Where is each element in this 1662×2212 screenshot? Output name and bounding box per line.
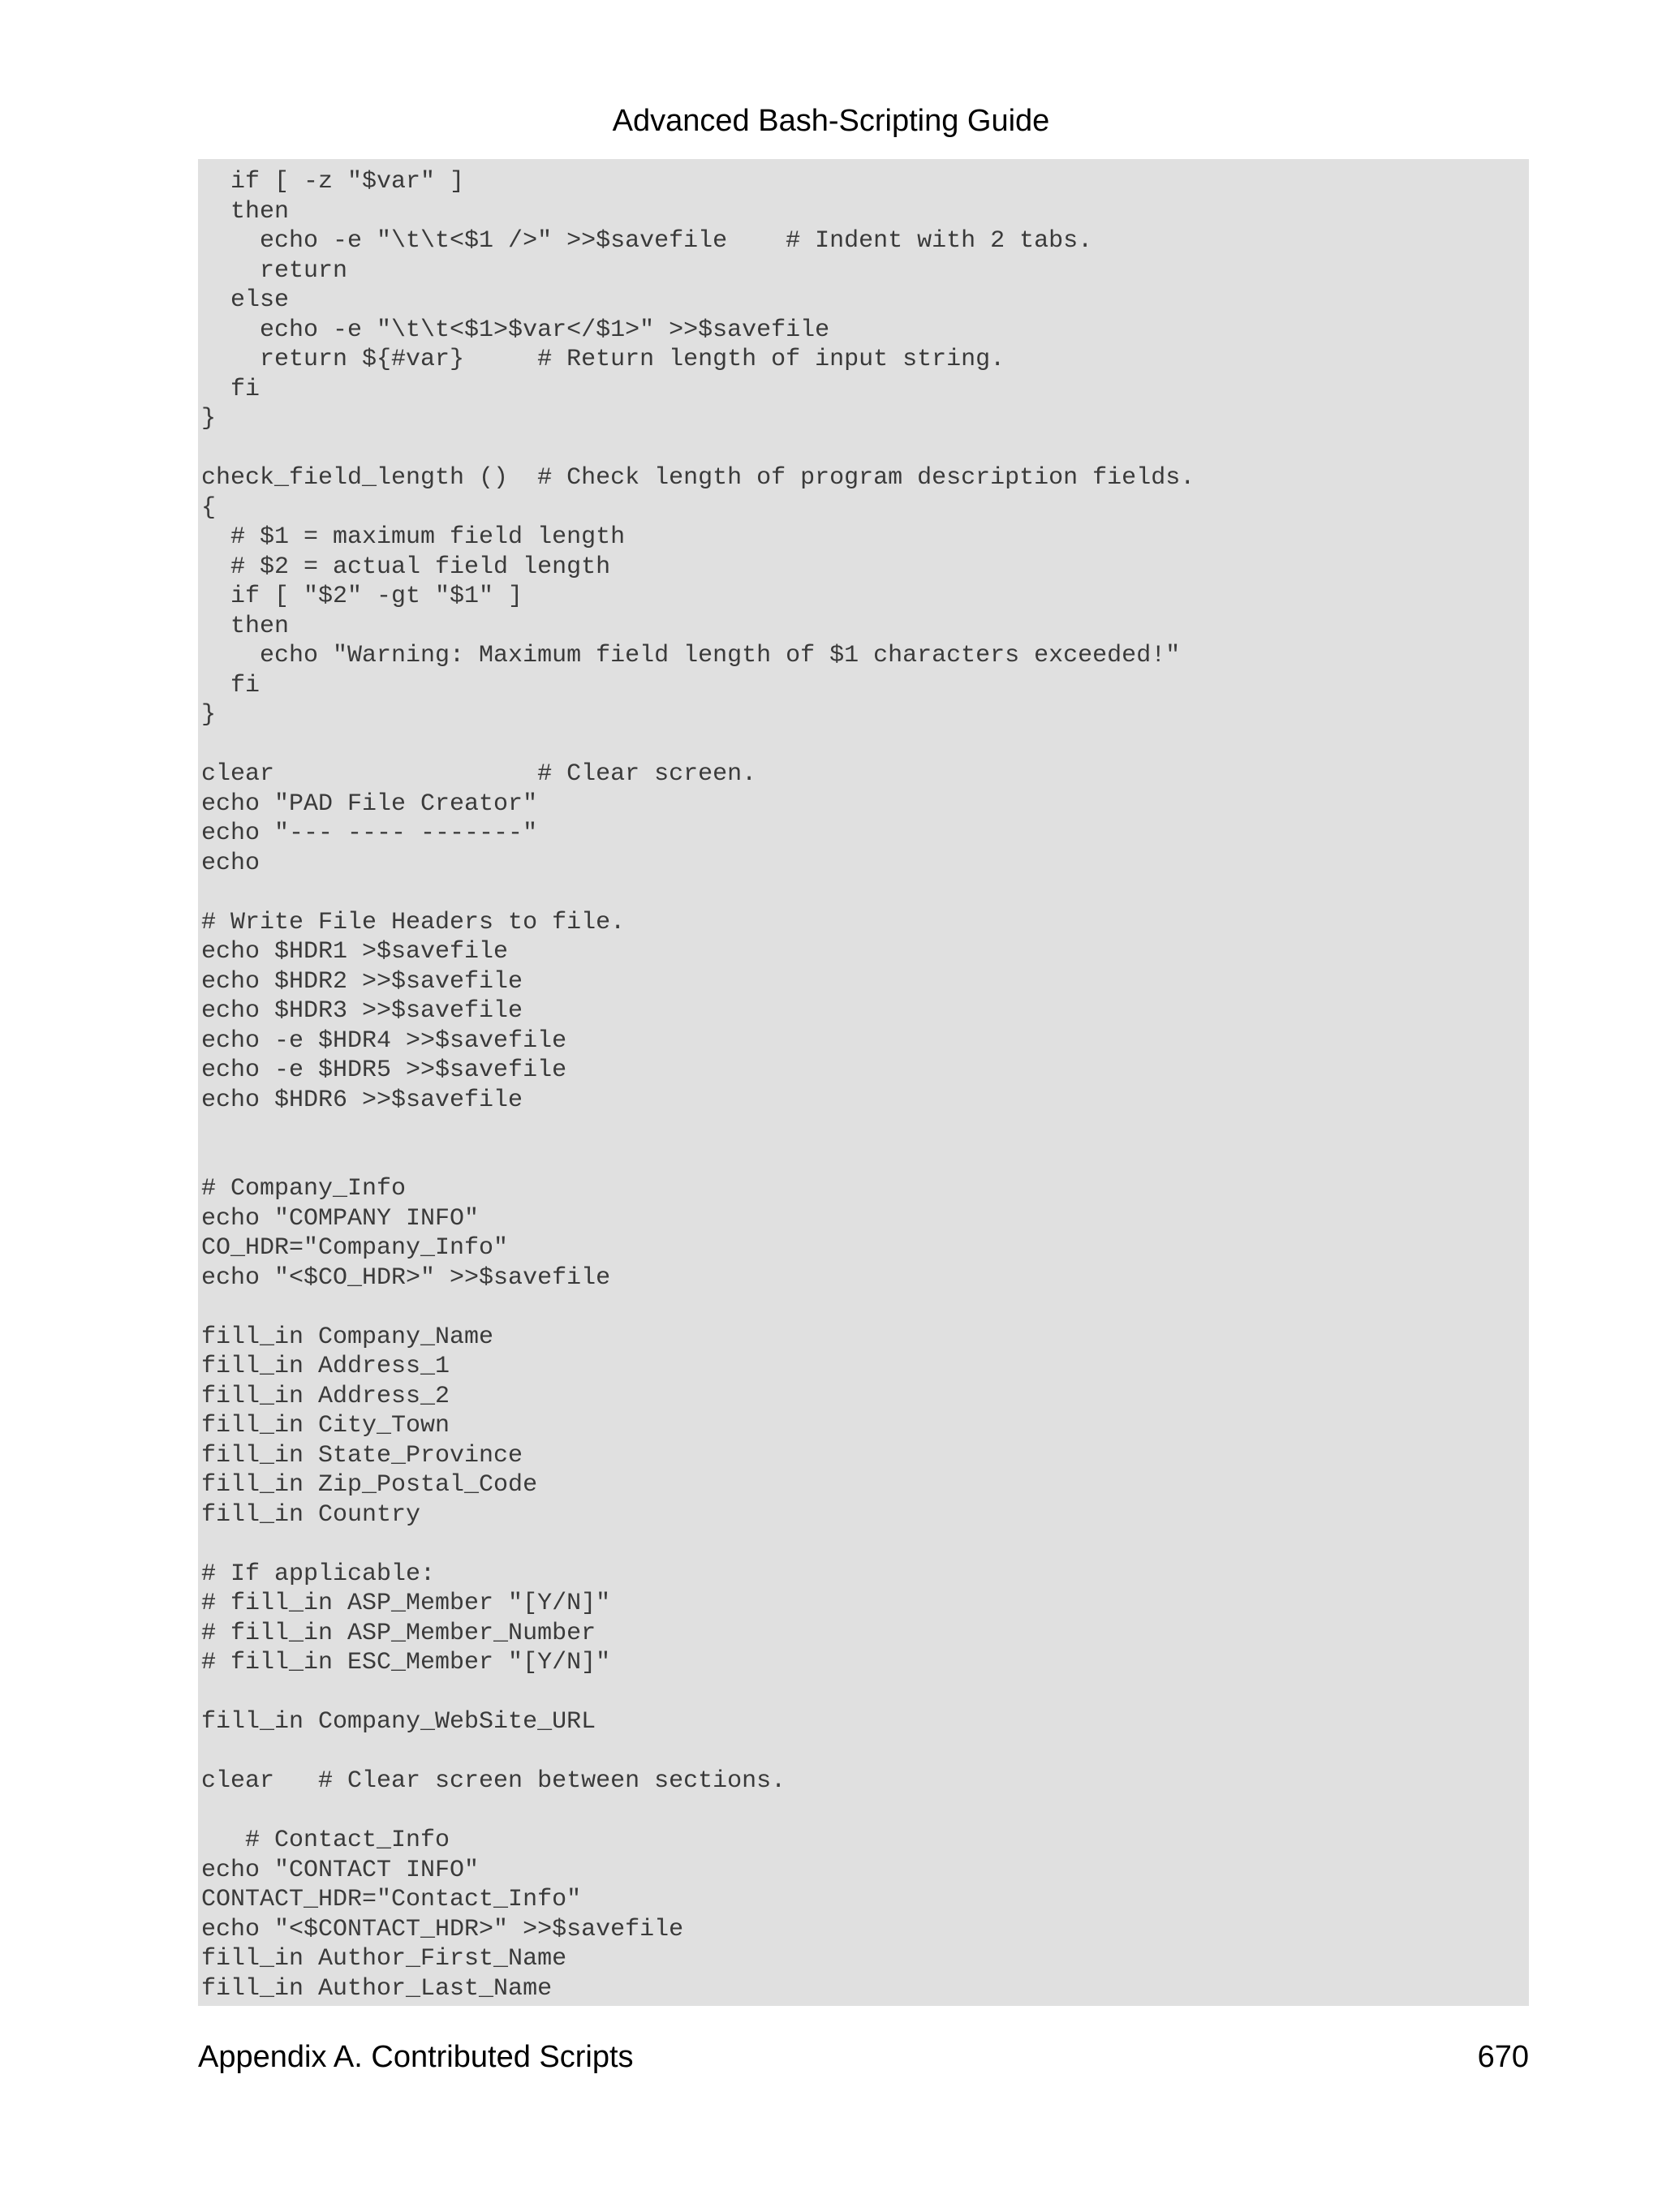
code-line: return ${#var} # Return length of input string.	[201, 346, 1005, 373]
code-line: # Write File Headers to file.	[201, 908, 626, 936]
page-number: 670	[1477, 2040, 1529, 2074]
code-line: fill_in Address_2	[201, 1382, 450, 1410]
code-line: echo "<$CONTACT_HDR>" >>$savefile	[201, 1915, 684, 1943]
code-line	[201, 1678, 1529, 1708]
code-line: # fill_in ESC_Member "[Y/N]"	[201, 1649, 611, 1676]
code-line: # Company_Info	[201, 1175, 407, 1203]
code-line: check_field_length () # Check length of program description fields.	[201, 464, 1195, 492]
code-line: clear # Clear screen.	[201, 760, 757, 788]
code-line	[201, 1530, 1529, 1560]
code-listing	[198, 159, 1529, 2006]
code-line: then	[201, 197, 290, 226]
code-line	[201, 878, 1529, 908]
code-line: if [ "$2" -gt "$1" ]	[201, 583, 523, 610]
code-line: echo -e "\t\t<$1>$var</$1>" >>$savefile	[201, 316, 830, 344]
code-line: fill_in Address_1	[201, 1353, 450, 1380]
code-line: fill_in Company_WebSite_URL	[201, 1708, 596, 1736]
code-line: return	[201, 256, 348, 285]
code-line: # $2 = actual field length	[201, 553, 611, 581]
code-line: echo $HDR2 >>$savefile	[201, 967, 523, 996]
code-line	[201, 1145, 1529, 1175]
code-line: fill_in Author_Last_Name	[201, 1974, 553, 2003]
page-header: Advanced Bash-Scripting Guide	[612, 104, 1050, 138]
code-line: }	[201, 701, 217, 729]
code-line: CO_HDR="Company_Info"	[201, 1234, 509, 1262]
code-line: fill_in City_Town	[201, 1412, 450, 1440]
code-line: fi	[201, 671, 260, 699]
code-line: echo $HDR6 >>$savefile	[201, 1086, 523, 1114]
code-line: {	[201, 493, 217, 522]
code-line	[201, 1293, 1529, 1323]
code-line: fill_in Country	[201, 1500, 421, 1529]
code-line	[201, 434, 1529, 464]
code-line: echo -e $HDR4 >>$savefile	[201, 1026, 567, 1055]
code-line: echo -e $HDR5 >>$savefile	[201, 1057, 567, 1084]
code-line: fill_in State_Province	[201, 1441, 523, 1470]
code-line: echo	[201, 849, 260, 877]
code-line: echo "PAD File Creator"	[201, 790, 538, 818]
code-line: echo "CONTACT INFO"	[201, 1856, 480, 1884]
code-line: CONTACT_HDR="Contact_Info"	[201, 1886, 582, 1913]
code-line: echo "Warning: Maximum field length of $1 characters exceeded!"	[201, 642, 1181, 669]
code-line	[201, 1797, 1529, 1827]
code-line: fill_in Author_First_Name	[201, 1945, 567, 1973]
code-line: }	[201, 405, 217, 433]
code-line: echo "<$CO_HDR>" >>$savefile	[201, 1263, 611, 1292]
code-line: then	[201, 612, 290, 640]
code-line: # Contact_Info	[201, 1827, 450, 1854]
code-line: echo $HDR1 >$savefile	[201, 938, 509, 966]
code-line: else	[201, 286, 290, 314]
code-line: fill_in Zip_Postal_Code	[201, 1471, 538, 1499]
code-line: echo "--- ---- -------"	[201, 820, 538, 847]
code-line: # $1 = maximum field length	[201, 523, 626, 551]
code-line: echo "COMPANY INFO"	[201, 1204, 480, 1233]
footer-section-title: Appendix A. Contributed Scripts	[198, 2040, 634, 2074]
code-line: # fill_in ASP_Member "[Y/N]"	[201, 1590, 611, 1617]
code-line: # If applicable:	[201, 1560, 436, 1588]
code-line: fi	[201, 375, 260, 403]
code-line: echo -e "\t\t<$1 />" >>$savefile # Indent with 2 tabs.	[201, 227, 1093, 255]
code-line: echo $HDR3 >>$savefile	[201, 997, 523, 1025]
code-line: clear # Clear screen between sections.	[201, 1767, 786, 1795]
code-line: if [ -z "$var" ]	[201, 168, 465, 196]
code-line: # fill_in ASP_Member_Number	[201, 1619, 596, 1647]
code-line: fill_in Company_Name	[201, 1323, 494, 1351]
code-line	[201, 1115, 1529, 1145]
code-line	[201, 730, 1529, 760]
code-line	[201, 1737, 1529, 1767]
